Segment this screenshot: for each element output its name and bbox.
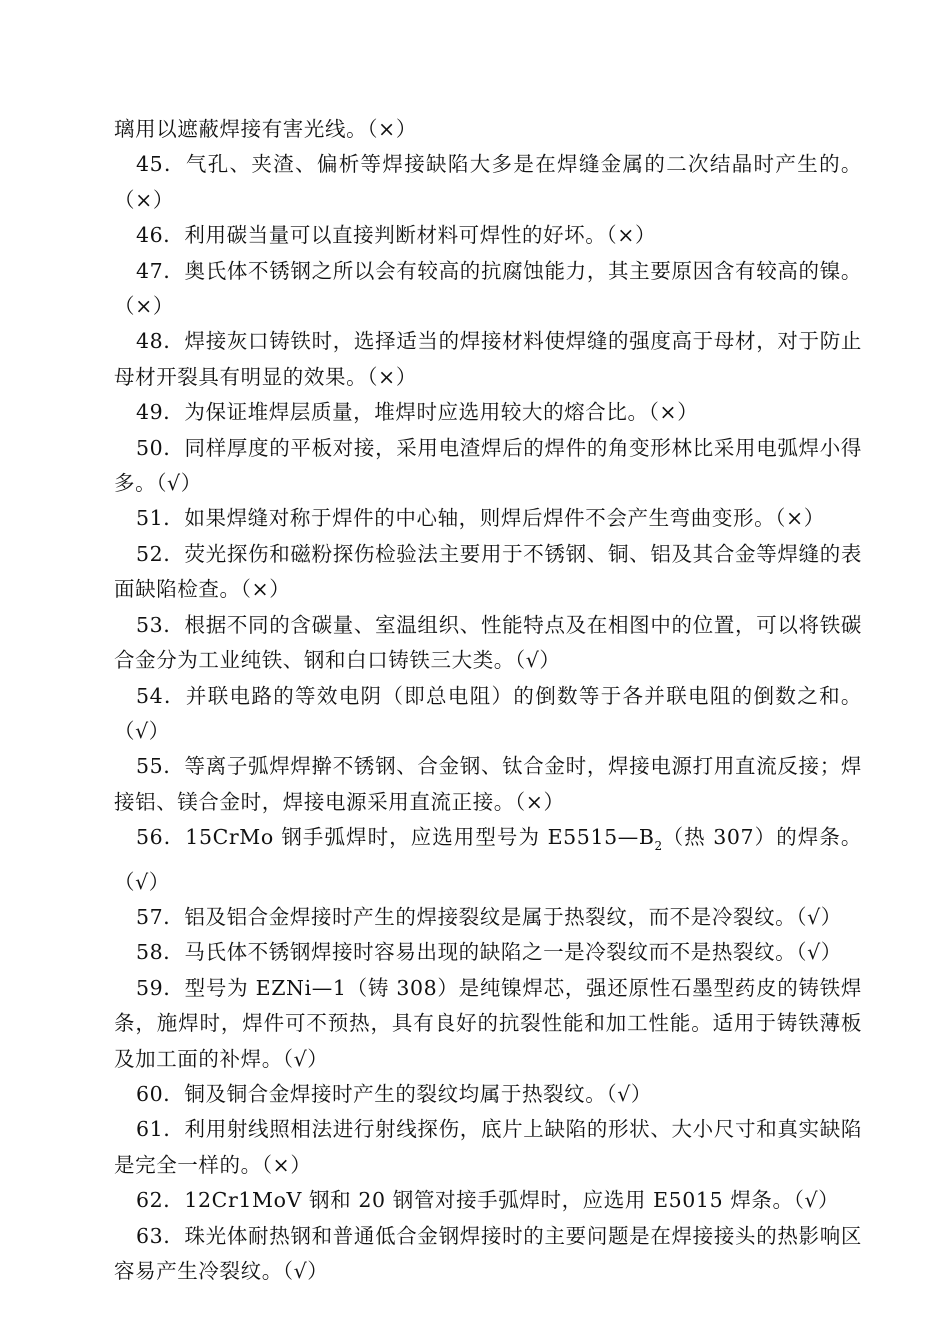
item-60: 60．铜及铜合金焊接时产生的裂纹均属于热裂纹。（√） [136,1081,652,1106]
item-49: 49．为保证堆焊层质量，堆焊时应选用较大的熔合比。（×） [136,400,699,425]
document-body [114,112,862,1289]
paragraph-continuation: 璃用以遮蔽焊接有害光线。（×） [114,117,417,141]
item-48: 48．焊接灰口铸铁时，选择适当的焊接材料使焊缝的强度高于母材，对于防止母材开裂具有明显的效果。（×） [114,329,862,389]
item-46: 46．利用碳当量可以直接判断材料可焊性的好坏。（×） [136,223,657,248]
item-56 [114,820,862,900]
item-61: 61．利用射线照相法进行射线探伤，底片上缺陷的形状、大小尺寸和真实缺陷是完全一样的。（×） [114,1117,862,1177]
item-54: 54．并联电路的等效电阴（即总电阻）的倒数等于各并联电阻的倒数之和。（√） [114,683,862,743]
item-53: 53．根据不同的含碳量、室温组织、性能特点及在相图中的位置，可以将铁碳合金分为工业纯铁、钢和白口铸铁三大类。（√） [114,612,862,673]
item-58: 58．马氏体不锈钢焊接时容易出现的缺陷之一是冷裂纹而不是热裂纹。（√） [136,940,842,965]
item-59: 59．型号为 EZNi—1（铸 308）是纯镍焊芯，强还原性石墨型药皮的铸铁焊条，施焊时，焊件可不预热，具有良好的抗裂性能和加工性能。适用于铸铁薄板及加工面的补焊。（√） [114,975,862,1071]
item-56-text-end: （热 307）的焊条。（√） [114,825,862,894]
item-50: 50．同样厚度的平板对接，采用电渣焊后的焊件的角变形林比采用电弧焊小得多。（√） [114,435,862,496]
item-47: 47．奥氏体不锈钢之所以会有较高的抗腐蚀能力，其主要原因含有较高的镍。（×） [114,258,862,319]
item-62: 62．12Cr1MoV 钢和 20 钢管对接手弧焊时，应选用 E5015 焊条。（√） [136,1188,840,1213]
item-56-text: 56．15CrMo 钢手弧焊时，应选用型号为 E5515—B [136,825,655,850]
item-56-subscript: 2 [654,839,663,854]
item-52: 52．荧光探伤和磁粉探伤检验法主要用于不锈钢、铜、铝及其合金等焊缝的表面缺陷检查。（×） [114,541,862,602]
item-55: 55．等离子弧焊焊擀不锈钢、合金钢、钛合金时，焊接电源打用直流反接；焊接铝、镁合金时，焊接电源采用直流正接。（×） [114,754,862,814]
item-51: 51．如果焊缝对称于焊件的中心轴，则焊后焊件不会产生弯曲变形。（×） [136,506,825,531]
item-57: 57．铝及铝合金焊接时产生的焊接裂纹是属于热裂纹，而不是冷裂纹。（√） [136,904,842,929]
item-63: 63．珠光体耐热钢和普通低合金钢焊接时的主要问题是在焊接接头的热影响区容易产生冷裂纹。（√） [114,1223,862,1283]
item-45: 45．气孔、夹渣、偏析等焊接缺陷大多是在焊缝金属的二次结晶时产生的。（×） [114,152,862,212]
